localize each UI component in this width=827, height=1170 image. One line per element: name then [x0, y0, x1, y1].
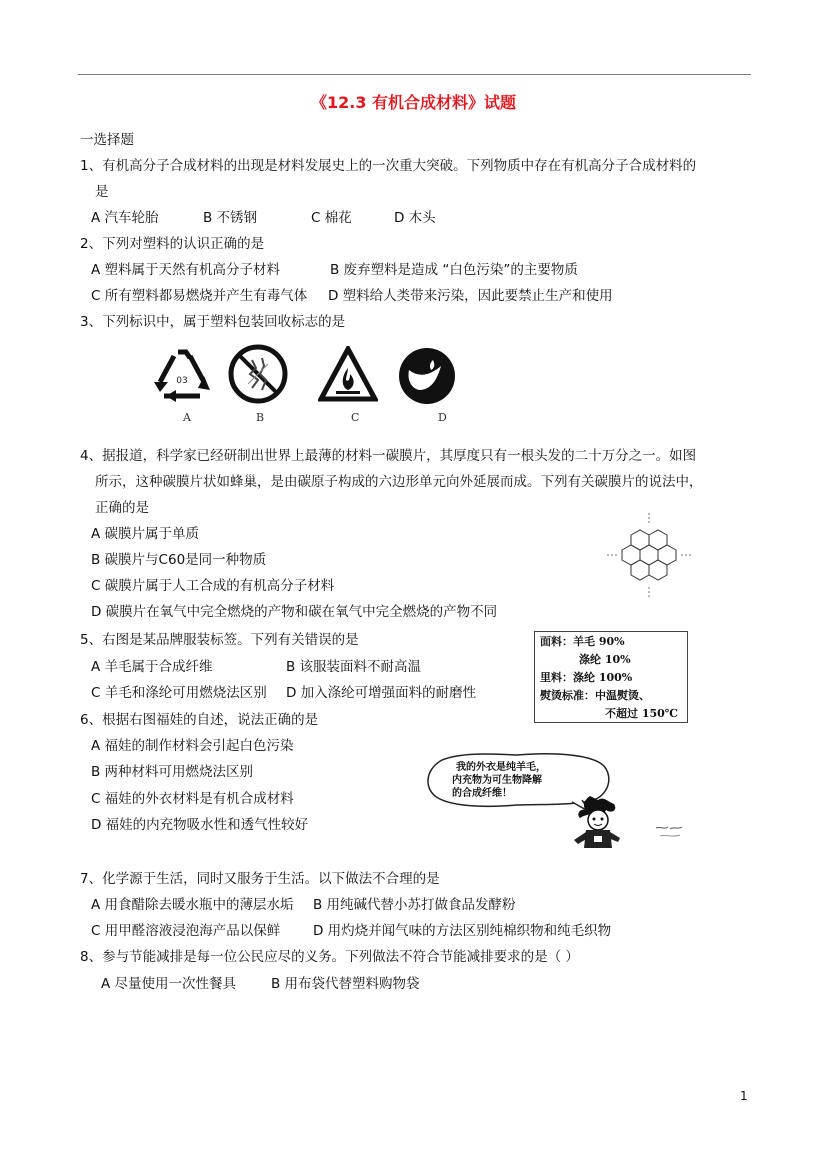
q4-stem-line2: 所示，这种碳膜片状如蜂巢，是由碳原子构成的六边形单元向外延展而成。下列有关碳膜片的说法中， — [95, 474, 703, 490]
q7-option-b: B 用纯碱代替小苏打做食品发酵粉 — [313, 897, 516, 913]
q4-option-d: D 碳膜片在氧气中完全燃烧的产物和碳在氧气中完全燃烧的产物不同 — [91, 604, 498, 620]
tag-line3: 里料：涤纶 100% — [540, 671, 633, 684]
q4-option-a: A 碳膜片属于单质 — [91, 526, 200, 542]
q4-stem-line3: 正确的是 — [95, 500, 149, 516]
q7-option-d: D 用灼烧并闻气味的方法区别纯棉织物和纯毛织物 — [313, 923, 612, 939]
flammable-warning-sign-icon — [318, 346, 378, 408]
q4-stem-line1: 4、据报道，科学家已经研制出世界上最薄的材料一碳膜片，其厚度只有一根头发的二十万分之一。如图 — [80, 448, 697, 464]
q1-option-d: D 木头 — [394, 210, 436, 226]
recycle-sign-icon — [152, 346, 212, 410]
tag-line2: 涤纶 10% — [579, 653, 631, 666]
q6-option-d: D 福娃的内充物吸水性和透气性较好 — [91, 817, 309, 833]
q5-option-c: C 羊毛和涤纶可用燃烧法区别 — [91, 685, 267, 701]
q2-option-c: C 所有塑料都易燃烧并产生有毒气体 — [91, 288, 308, 304]
q5-stem: 5、右图是某品牌服装标签。下列有关错误的是 — [80, 632, 359, 648]
no-burning-sign-icon — [228, 344, 288, 410]
fuwa-mascot-icon — [560, 792, 710, 856]
q7-option-a: A 用食醋除去暖水瓶中的薄层水垢 — [91, 897, 294, 913]
q5-option-b: B 该服装面料不耐高温 — [286, 659, 422, 675]
water-saving-sign-icon — [397, 346, 457, 410]
bubble-line1: 我的外衣是纯羊毛， — [456, 762, 546, 773]
section-label: 一选择题 — [80, 132, 134, 148]
q7-stem: 7、化学源于生活，同时又服务于生活。以下做法不合理的是 — [80, 871, 440, 887]
clothing-label-tag — [534, 631, 688, 723]
tag-line1: 面料：羊毛 90% — [540, 635, 625, 648]
bubble-line3: 的合成纤维！ — [452, 788, 512, 799]
header-rule — [78, 74, 751, 75]
q2-option-d: D 塑料给人类带来污染，因此要禁止生产和使用 — [328, 288, 613, 304]
q1-stem-line1: 1、有机高分子合成材料的出现是材料发展史上的一次重大突破。下列物质中存在有机高分子合成材料的 — [80, 158, 697, 174]
tag-line4: 熨烫标准：中温熨烫、 — [540, 689, 650, 702]
recycle-number: 03 — [176, 376, 188, 386]
q8-option-a: A 尽量使用一次性餐具 — [101, 976, 237, 992]
q3-label-b: B — [256, 411, 265, 424]
q2-option-b: B 废弃塑料是造成 “白色污染”的主要物质 — [330, 262, 578, 278]
bubble-line2: 内充物为可生物降解 — [452, 775, 542, 786]
q6-stem: 6、根据右图福娃的自述，说法正确的是 — [80, 712, 319, 728]
q1-option-c: C 棉花 — [311, 210, 352, 226]
q2-option-a: A 塑料属于天然有机高分子材料 — [91, 262, 281, 278]
q1-option-b: B 不锈钢 — [203, 210, 258, 226]
q2-stem: 2、下列对塑料的认识正确的是 — [80, 236, 265, 252]
q3-label-a: A — [183, 411, 191, 424]
q3-label-c: C — [351, 411, 360, 424]
q7-option-c: C 用甲醛溶液浸泡海产品以保鲜 — [91, 923, 281, 939]
q4-option-c: C 碳膜片属于人工合成的有机高分子材料 — [91, 578, 335, 594]
honeycomb-figure — [604, 510, 694, 606]
q8-stem: 8、参与节能减排是每一位公民应尽的义务。下列做法不符合节能减排要求的是（ ） — [80, 949, 579, 965]
q5-option-a: A 羊毛属于合成纤维 — [91, 659, 213, 675]
tag-line5: 不超过 150℃ — [605, 707, 678, 720]
page-title: 《12.3 有机合成材料》试题 — [310, 93, 517, 112]
q3-stem: 3、下列标识中，属于塑料包装回收标志的是 — [80, 314, 346, 330]
q8-option-b: B 用布袋代替塑料购物袋 — [271, 976, 420, 992]
q3-label-d: D — [438, 411, 447, 424]
q6-option-a: A 福娃的制作材料会引起白色污染 — [91, 738, 294, 754]
q6-option-b: B 两种材料可用燃烧法区别 — [91, 764, 254, 780]
q1-option-a: A 汽车轮胎 — [91, 210, 159, 226]
q1-stem-line2: 是 — [95, 184, 109, 200]
q5-option-d: D 加入涤纶可增强面料的耐磨性 — [286, 685, 477, 701]
q6-option-c: C 福娃的外衣材料是有机合成材料 — [91, 791, 294, 807]
q4-option-b: B 碳膜片与C60是同一种物质 — [91, 552, 267, 568]
page-number: 1 — [740, 1089, 748, 1103]
